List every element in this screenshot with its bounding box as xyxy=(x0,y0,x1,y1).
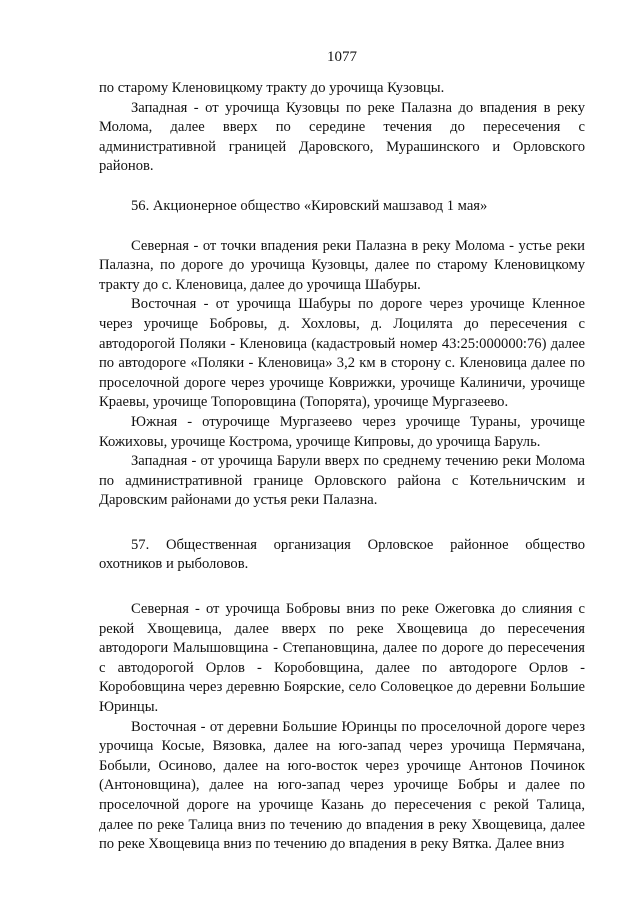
paragraph: Восточная - от деревни Большие Юринцы по проселочной дороге через урочища Косые, Вязовка, далее на юго-запад через урочища Пермячана, Бобыли, Осиново, далее на юго-восток через урочище Антонов Починок (Антоновщина), далее на юго-запад через урочище Бобры и далее по проселочной дороге на урочище Казань до пересечения с рекой Талица, далее по реке Талица вниз по течению до впадения в реку Хвощевица, далее по реке Хвощевица вниз по течению до впадения в реку Вятка. Далее вниз xyxy=(99,718,585,853)
section-spacer xyxy=(99,217,585,237)
document-body xyxy=(99,79,585,855)
section-heading: 56. Акционерное общество «Кировский машзавод 1 мая» xyxy=(131,197,488,214)
paragraph: Южная - отурочище Мургазеево через урочище Тураны, урочище Кожиховы, урочище Кострома, урочище Кипровы, до урочища Баруль. xyxy=(99,413,585,450)
paragraph: Западная - от урочища Барули вверх по среднему течению реки Молома по административной границе Орловского района с Котельничским и Даровским районами до устья реки Палазна. xyxy=(99,453,585,509)
section-heading: 57. Общественная организация Орловское районное общество охотников и рыболовов. xyxy=(99,536,585,573)
paragraph: Западная - от урочища Кузовцы по реке Палазна до впадения в реку Молома, далее вверх по середине течения до пересечения с административной границей Даровского, Мурашинского и Орловского районов. xyxy=(99,99,585,175)
section-spacer xyxy=(99,177,585,197)
paragraph: Северная - от урочища Бобровы вниз по реке Ожеговка до слияния с рекой Хвощевица, далее вверх по реке Хвощевица до пересечения автодороги Малышовщина - Степановщина, далее по дороге до пересечения с автодорогой Орлов - Коробовщина, далее по автодороге Орлов - Коробовщина через деревню Боярские, село Соловецкое до деревни Большие Юринцы. xyxy=(99,601,585,716)
paragraph: по старому Кленовицкому тракту до урочища Кузовцы. xyxy=(99,80,445,96)
section-spacer xyxy=(99,575,585,600)
section-spacer xyxy=(99,511,585,536)
paragraph: Северная - от точки впадения реки Палазна в реку Молома - устье реки Палазна, по дороге до урочища Кузовцы, далее по старому Кленовицкому тракту до с. Кленовица, далее до урочища Шабуры. xyxy=(99,237,585,293)
paragraph: Восточная - от урочища Шабуры по дороге через урочище Кленное через урочище Бобровы, д. Хохловы, д. Лоцилята до пересечения с автодорогой Поляки - Кленовица (кадастровый номер 43:25:000000:76) далее по автодороге «Поляки - Кленовица» 3,2 км в сторону с. Кленовица далее по проселочной дороге через урочище Коврижки, урочище Калиничи, урочище Краевы, урочище Топоровщина (Топорята), урочище Мургазеево. xyxy=(99,296,585,411)
page-number: 1077 xyxy=(327,49,357,65)
